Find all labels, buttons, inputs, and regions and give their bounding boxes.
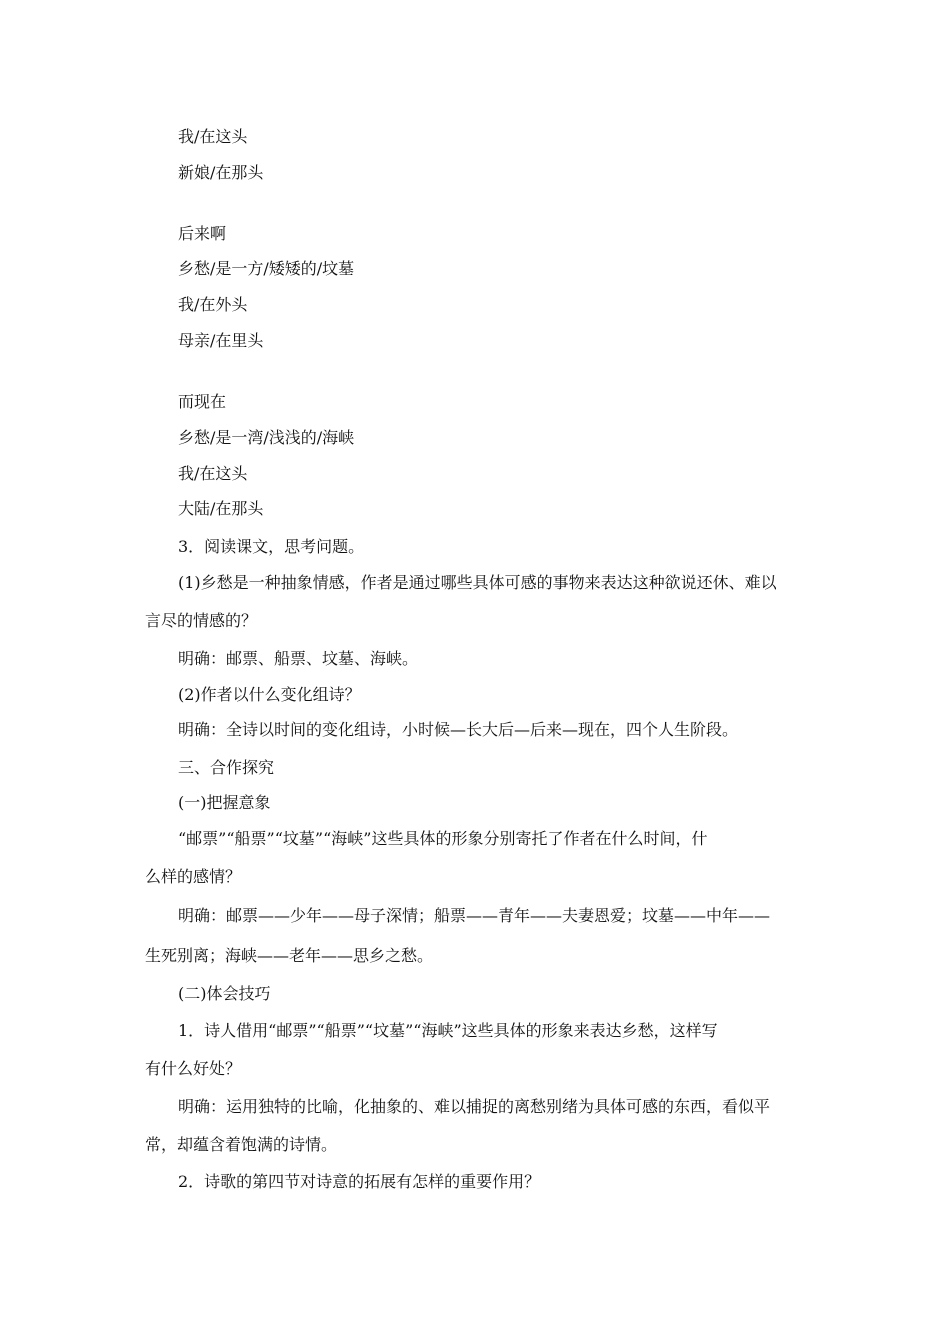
answer-text: 明确：邮票、船票、坟墓、海峡。 xyxy=(178,649,419,668)
poem-line: 母亲/在里头 xyxy=(178,331,264,350)
question-text: 么样的感情？ xyxy=(145,867,242,886)
answer-text: 常，却蕴含着饱满的诗情。 xyxy=(145,1135,338,1154)
subsection-heading: (一)把握意象 xyxy=(178,793,271,812)
question-text: 2．诗歌的第四节对诗意的拓展有怎样的重要作用？ xyxy=(178,1172,541,1191)
answer-text: 明确：邮票——少年——母子深情；船票——青年——夫妻恩爱；坟墓——中年—— xyxy=(178,906,771,925)
poem-line: 我/在外头 xyxy=(178,295,248,314)
subsection-heading: (二)体会技巧 xyxy=(178,984,271,1003)
question-text: 1．诗人借用“邮票”“船票”“坟墓”“海峡”这些具体的形象来表达乡愁，这样写 xyxy=(178,1021,718,1040)
poem-line: 后来啊 xyxy=(178,224,227,243)
poem-line: 而现在 xyxy=(178,392,227,411)
poem-line: 新娘/在那头 xyxy=(178,163,264,182)
question-text: 言尽的情感的？ xyxy=(145,611,258,630)
answer-text: 生死别离；海峡——老年——思乡之愁。 xyxy=(145,946,434,965)
poem-line: 我/在这头 xyxy=(178,127,248,146)
answer-text: 明确：运用独特的比喻，化抽象的、难以捕捉的离愁别绪为具体可感的东西，看似平 xyxy=(178,1097,771,1116)
poem-line: 我/在这头 xyxy=(178,464,248,483)
question-heading: 3．阅读课文，思考问题。 xyxy=(178,537,365,556)
poem-line: 大陆/在那头 xyxy=(178,499,264,518)
poem-line: 乡愁/是一湾/浅浅的/海峡 xyxy=(178,428,355,447)
answer-text: 明确：全诗以时间的变化组诗，小时候—长大后—后来—现在，四个人生阶段。 xyxy=(178,720,739,739)
question-text: (2)作者以什么变化组诗？ xyxy=(178,685,361,704)
poem-line: 乡愁/是一方/矮矮的/坟墓 xyxy=(178,259,355,278)
question-text: 有什么好处？ xyxy=(145,1059,242,1078)
question-text: (1)乡愁是一种抽象情感，作者是通过哪些具体可感的事物来表达这种欲说还休、难以 xyxy=(178,573,777,592)
section-heading: 三、合作探究 xyxy=(178,758,275,777)
question-text: “邮票”“船票”“坟墓”“海峡”这些具体的形象分别寄托了作者在什么时间，什 xyxy=(178,829,708,848)
